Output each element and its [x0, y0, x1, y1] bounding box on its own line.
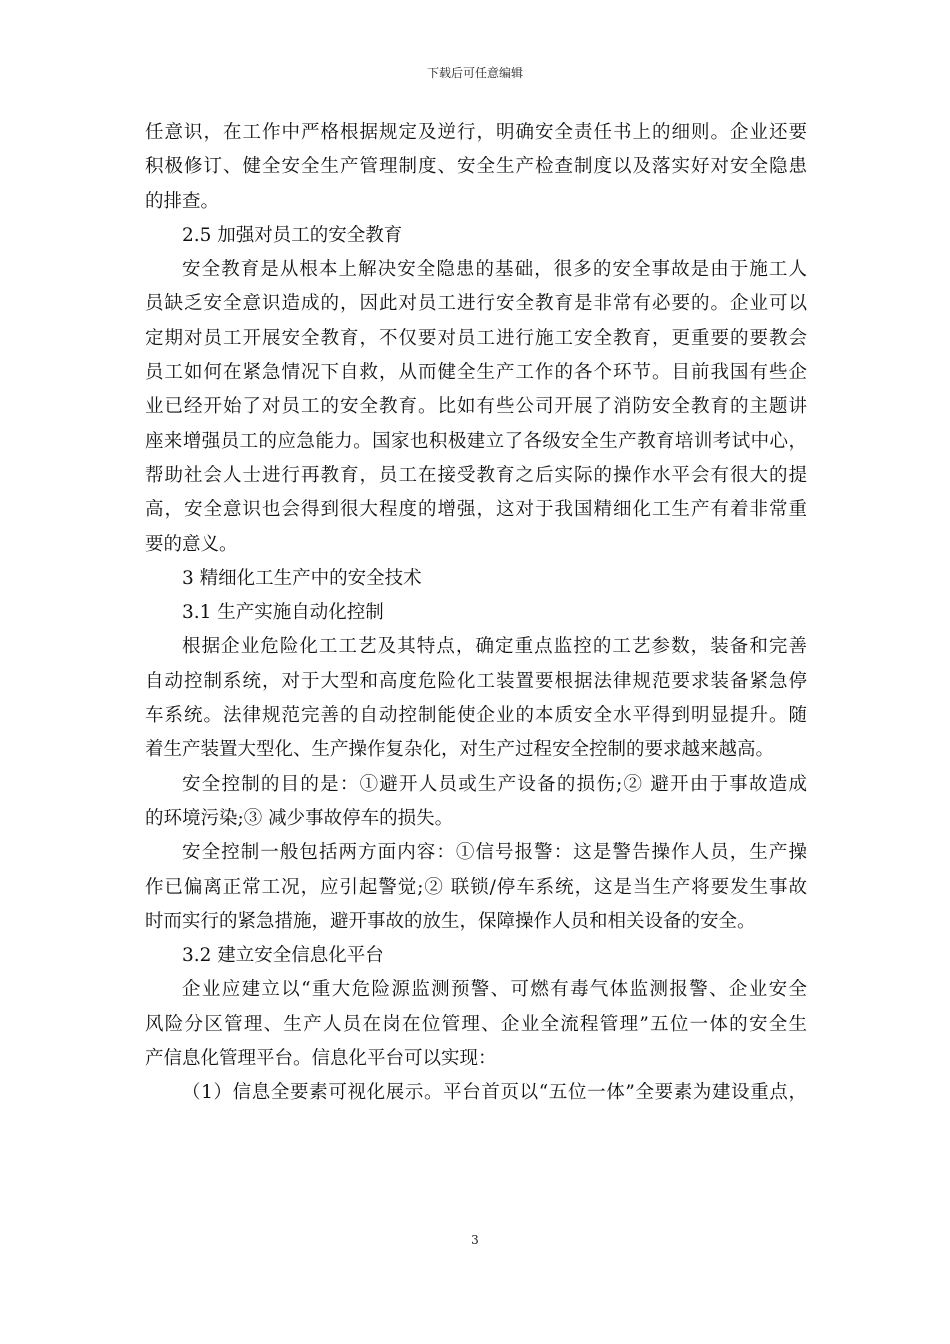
text-line: 要的意义。: [145, 533, 238, 555]
text-line: 高，安全意识也会得到很大程度的增强，这对于我国精细化工生产有着非常重: [145, 499, 807, 521]
text-line: 车系统。法律规范完善的自动控制能使企业的本质安全水平得到明显提升。随: [145, 705, 807, 727]
page-number: 3: [471, 1233, 479, 1247]
text-line: 安全教育是从根本上解决安全隐患的基础，很多的安全事故是由于施工人: [182, 259, 807, 281]
text-line: 业已经开始了对员工的安全教育。比如有些公司开展了消防安全教育的主题讲: [145, 396, 807, 418]
text-line: 3.2 建立安全信息化平台: [182, 945, 384, 967]
text-line: 时而实行的紧急措施，避开事故的放生，保障操作人员和相关设备的安全。: [145, 910, 756, 932]
text-line: 风险分区管理、生产人员在岗在位管理、企业全流程管理”五位一体的安全生: [145, 1013, 807, 1035]
text-line: 安全控制的目的是：①避开人员或生产设备的损伤;② 避开由于事故造成: [182, 773, 807, 795]
page-header: 下载后可任意编辑: [426, 66, 523, 80]
text-line: 的环境污染;③ 减少事故停车的损失。: [145, 807, 454, 829]
text-line: 企业应建立以“重大危险源监测预警、可燃有毒气体监测报警、企业安全: [182, 979, 807, 1001]
text-line: 2.5 加强对员工的安全教育: [182, 224, 403, 246]
text-line: 积极修订、健全安全生产管理制度、安全生产检查制度以及落实好对安全隐患: [145, 156, 807, 178]
text-line: 安全控制一般包括两方面内容：①信号报警：这是警告操作人员，生产操: [182, 842, 807, 864]
text-line: 帮助社会人士进行再教育，员工在接受教育之后实际的操作水平会有很大的提: [145, 464, 807, 486]
text-line: 座来增强员工的应急能力。国家也积极建立了各级安全生产教育培训考试中心，: [145, 430, 807, 452]
text-line: 的排查。: [145, 190, 220, 212]
text-line: 着生产装置大型化、生产操作复杂化，对生产过程安全控制的要求越来越高。: [145, 739, 775, 761]
text-line: 员缺乏安全意识造成的，因此对员工进行安全教育是非常有必要的。企业可以: [145, 293, 807, 315]
text-line: 任意识，在工作中严格根据规定及逆行，明确安全责任书上的细则。企业还要: [145, 122, 807, 143]
text-line: 自动控制系统，对于大型和高度危险化工装置要根据法律规范要求装备紧急停: [145, 670, 807, 692]
text-line: 3.1 生产实施自动化控制: [182, 602, 384, 624]
text-line: 员工如何在紧急情况下自救，从而健全生产工作的各个环节。目前我国有些企: [145, 362, 807, 384]
text-line: 作已偏离正常工况，应引起警觉;② 联锁/停车系统，这是当生产将要发生事故: [145, 876, 807, 898]
text-line: 3 精细化工生产中的安全技术: [182, 567, 422, 589]
text-line: 产信息化管理平台。信息化平台可以实现：: [145, 1048, 497, 1070]
text-line: 定期对员工开展安全教育，不仅要对员工进行施工安全教育，更重要的要教会: [145, 327, 807, 349]
text-line: 根据企业危险化工工艺及其特点，确定重点监控的工艺参数，装备和完善: [182, 636, 807, 658]
text-line: （1）信息全要素可视化展示。平台首页以“五位一体”全要素为建设重点，: [182, 1082, 807, 1104]
document-body: [145, 116, 807, 1111]
